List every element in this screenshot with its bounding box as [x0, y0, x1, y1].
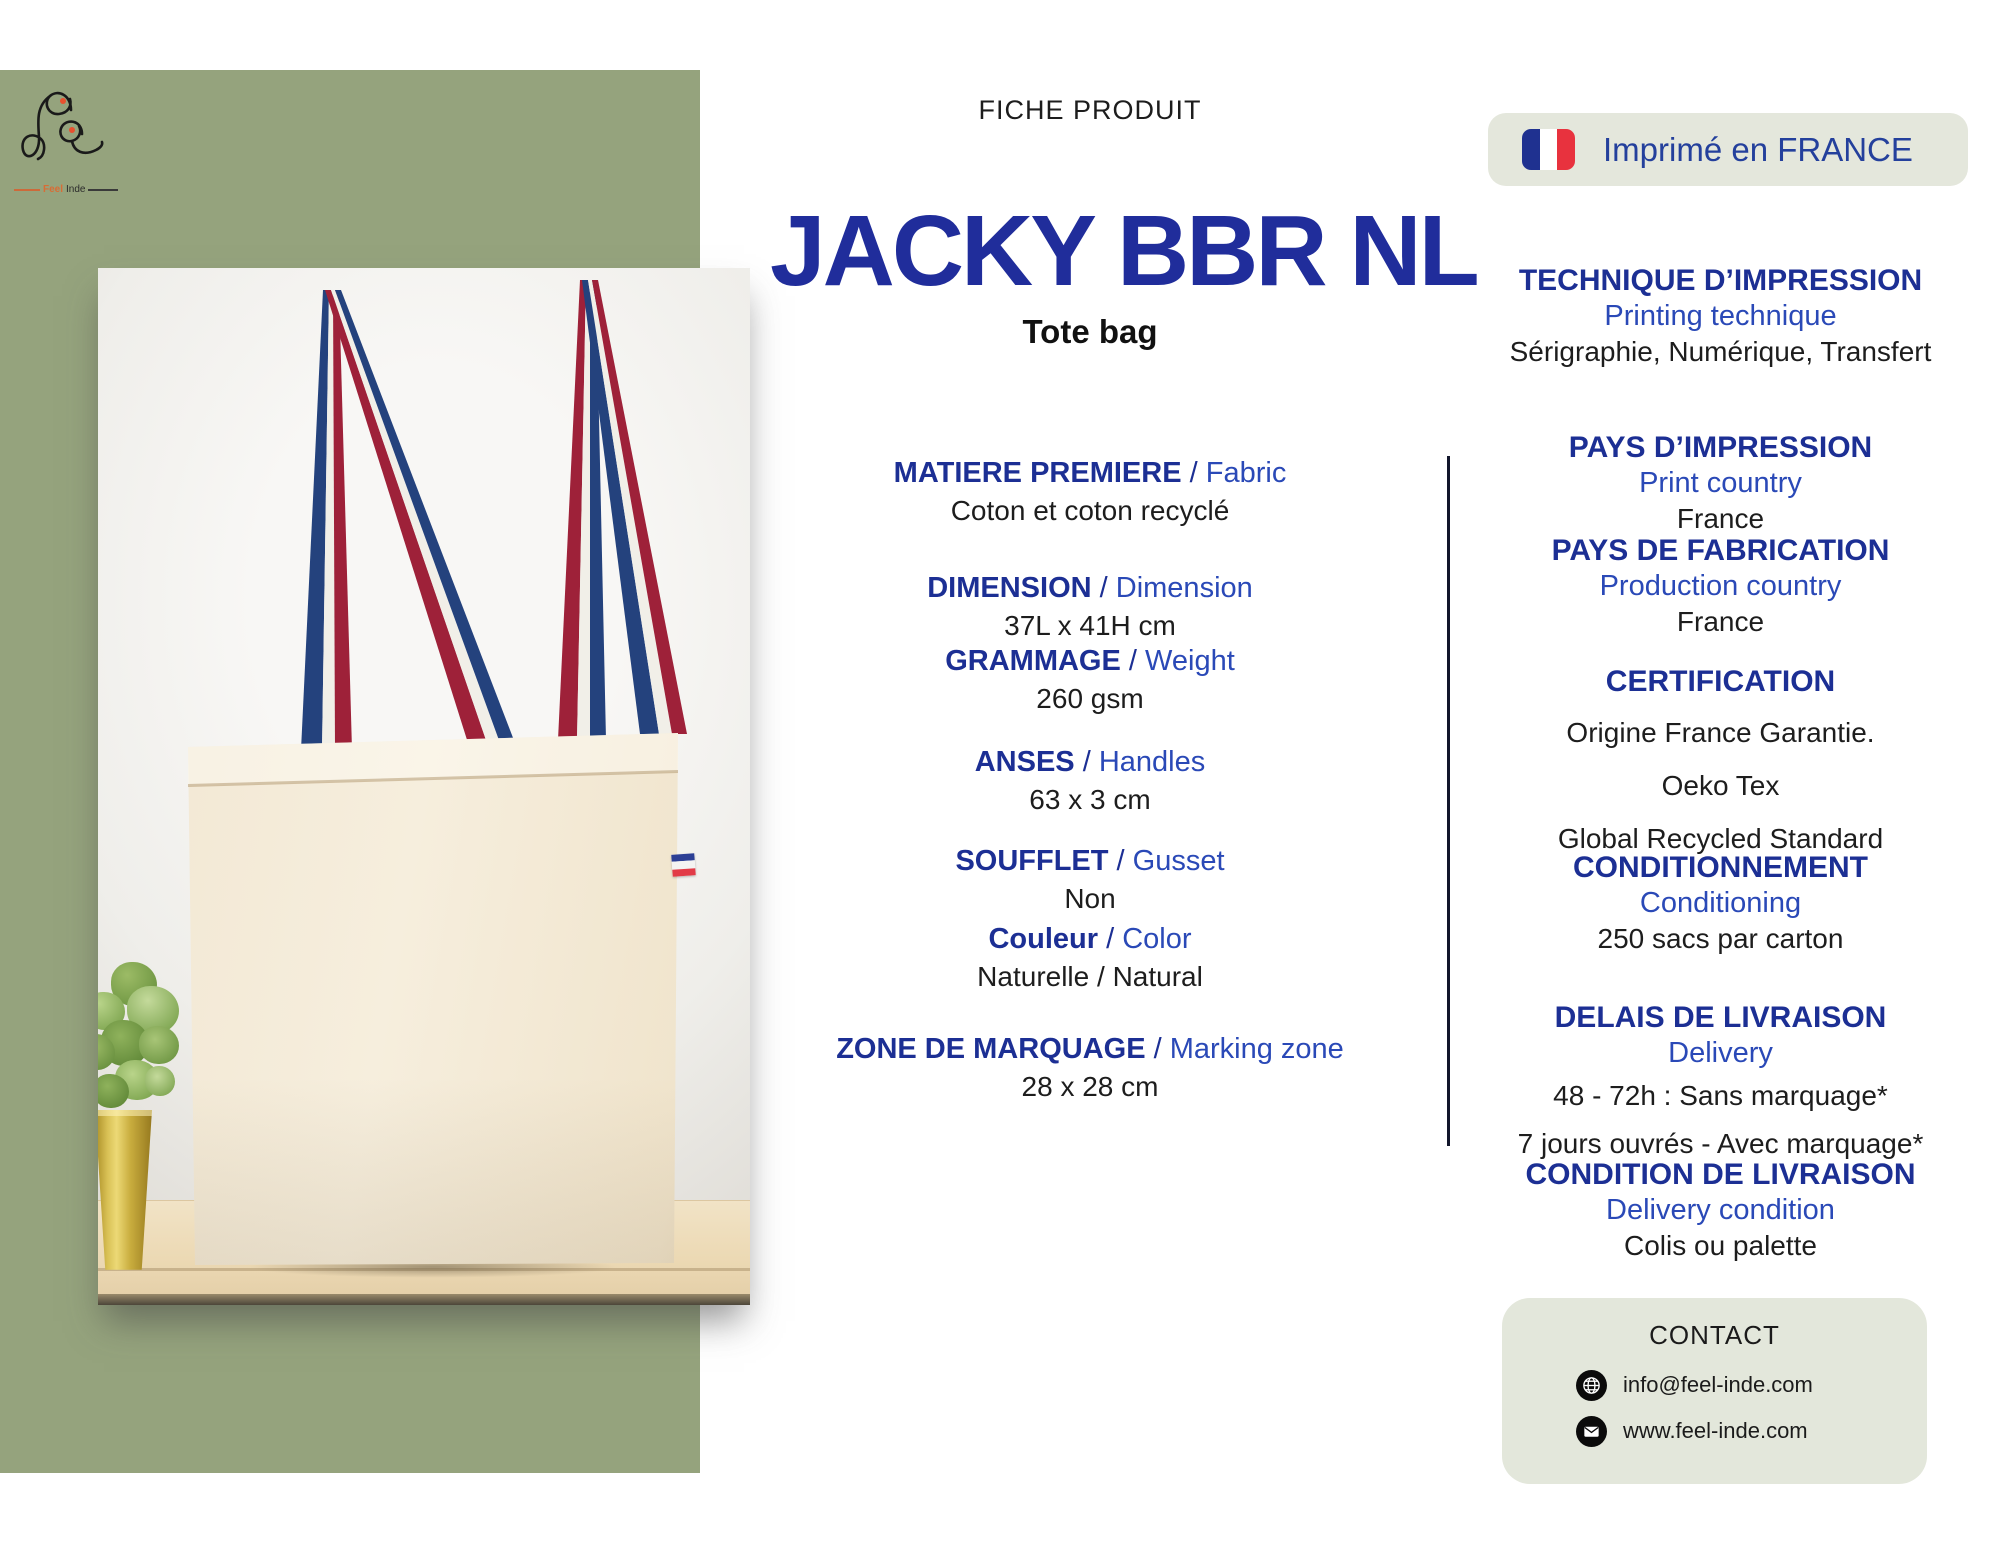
section-title: TECHNIQUE D’IMPRESSION [1518, 264, 1923, 297]
spec-separator: / [1153, 1033, 1162, 1065]
plant-pot [98, 1110, 152, 1273]
spec-label-fr: ANSES [974, 746, 1075, 778]
spec-row-handles [770, 744, 1410, 819]
globe-icon [1576, 1370, 1607, 1401]
product-subtitle: Tote bag [1022, 313, 1158, 350]
spec-separator: / [1082, 746, 1091, 778]
section-line: Sérigraphie, Numérique, Transfert [1509, 336, 1932, 367]
spec-label-en: Color [1122, 923, 1192, 955]
logo-wordmark [14, 184, 118, 195]
contact-email-row [1502, 1369, 1927, 1401]
contact-email[interactable]: info@feel-inde.com [1623, 1372, 1813, 1397]
spec-row-gusset [770, 843, 1410, 918]
section-line: Colis ou palette [1623, 1230, 1817, 1261]
section-production-country [1448, 533, 1993, 641]
envelope-icon [1576, 1416, 1607, 1447]
section-subtitle: Printing technique [1604, 300, 1837, 332]
made-in-france-badge [1488, 113, 1968, 186]
spec-separator: / [1106, 923, 1115, 955]
section-title: CERTIFICATION [1605, 665, 1836, 698]
plant [98, 968, 203, 1288]
contact-website[interactable]: www.feel-inde.com [1623, 1418, 1808, 1443]
section-line: 48 - 72h : Sans marquage* [1553, 1080, 1888, 1111]
section-conditioning [1448, 850, 1993, 958]
spec-row-dimension [770, 570, 1410, 645]
spec-label-fr: GRAMMAGE [945, 645, 1121, 677]
contact-website-row [1502, 1415, 1927, 1447]
spec-value: Coton et coton recyclé [950, 495, 1230, 526]
spec-value: Non [1064, 883, 1116, 914]
spec-label-en: Marking zone [1169, 1033, 1344, 1065]
section-subtitle: Delivery condition [1606, 1194, 1835, 1226]
logo-rule-left [14, 189, 40, 191]
spec-label-en: Weight [1145, 645, 1235, 677]
spec-label-fr: Couleur [988, 923, 1099, 955]
spec-separator: / [1189, 457, 1198, 489]
spec-separator: / [1099, 572, 1108, 604]
section-line: Oeko Tex [1661, 770, 1780, 801]
spec-label-en: Dimension [1115, 572, 1253, 604]
section-subtitle: Delivery [1668, 1037, 1773, 1069]
section-delivery-condition [1448, 1157, 1993, 1265]
section-delivery-time [1448, 1000, 1993, 1168]
section-subtitle: Print country [1639, 467, 1802, 499]
spec-label-fr: ZONE DE MARQUAGE [836, 1033, 1146, 1065]
section-subtitle: Conditioning [1639, 887, 1802, 919]
section-line: Global Recycled Standard [1557, 823, 1884, 854]
france-flag-tag-icon [671, 853, 695, 877]
plant-pot-rim [98, 1110, 152, 1116]
contact-title: CONTACT [1649, 1320, 1780, 1350]
section-title: PAYS D’IMPRESSION [1568, 431, 1873, 464]
section-title: CONDITIONNEMENT [1573, 851, 1868, 884]
spec-label-en: Gusset [1132, 845, 1225, 877]
spec-label-fr: MATIERE PREMIERE [893, 457, 1182, 489]
logo-text-feel: Feel [43, 184, 64, 195]
spec-label-en: Fabric [1205, 457, 1287, 489]
logo-text-inde: Inde [66, 184, 86, 195]
spec-label-fr: DIMENSION [927, 572, 1092, 604]
badge-label: Imprimé en FRANCE [1603, 130, 1913, 168]
product-photo [98, 268, 750, 1305]
section-line: 7 jours ouvrés - Avec marquage* [1517, 1128, 1924, 1159]
spec-value: Naturelle / Natural [977, 961, 1203, 992]
contact-card [1502, 1298, 1927, 1484]
section-title: CONDITION DE LIVRAISON [1525, 1158, 1916, 1191]
center-column [770, 0, 1477, 1545]
section-line: 250 sacs par carton [1597, 923, 1844, 954]
spec-row-weight [770, 643, 1410, 718]
section-line: Origine France Garantie. [1566, 717, 1875, 748]
spec-label-fr: SOUFFLET [955, 845, 1109, 877]
section-line: France [1676, 606, 1765, 637]
section-title: PAYS DE FABRICATION [1551, 534, 1890, 567]
spec-value: 63 x 3 cm [1029, 784, 1151, 815]
spec-label-en: Handles [1098, 746, 1206, 778]
section-line: France [1676, 503, 1765, 534]
spec-value: 37L x 41H cm [1004, 610, 1176, 641]
section-title: DELAIS DE LIVRAISON [1554, 1001, 1887, 1034]
section-print-country [1448, 430, 1993, 538]
france-flag-icon [1522, 129, 1575, 170]
spec-row-color [770, 921, 1410, 996]
document-kicker: FICHE PRODUIT [978, 95, 1202, 125]
spec-row-marking-zone [770, 1031, 1410, 1106]
product-title: JACKY BBR NL [770, 195, 1477, 307]
section-certification [1448, 664, 1993, 865]
spec-value: 260 gsm [1036, 683, 1144, 714]
spec-separator: / [1116, 845, 1125, 877]
spec-value: 28 x 28 cm [1021, 1071, 1159, 1102]
spec-separator: / [1128, 645, 1137, 677]
section-printing-technique [1448, 263, 1993, 371]
spec-row-fabric [770, 455, 1410, 530]
section-subtitle: Production country [1599, 570, 1842, 602]
logo-rule-right [88, 189, 118, 191]
